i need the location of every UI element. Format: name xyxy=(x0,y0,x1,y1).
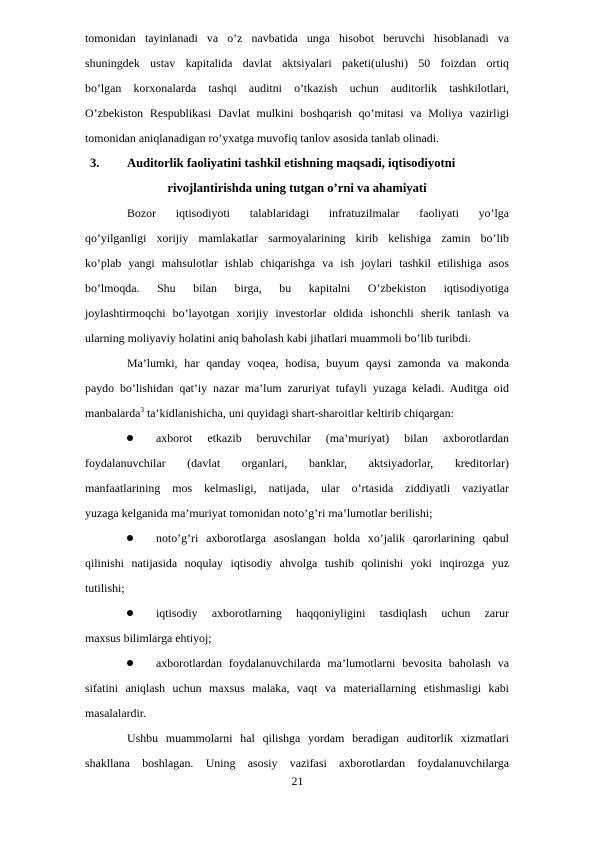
text-line: shuningdek ustav kapitalida davlat aktsiyalari paketi(ulushi) 50 foizdan ortiq xyxy=(85,56,509,70)
bullet-item-first-line: axborotlardan foydalanuvchilarda ma’lumotlarni bevosita baholash va xyxy=(156,656,509,670)
text-span: manbalarda xyxy=(85,406,141,420)
text-line: ko’plab yangi mahsulotlar ishlab chiqarishga va ish joylari tashkil etilishiga asos xyxy=(85,256,509,270)
text-line: paydo bo’lishidan qat’iy nazar ma’lum zaruriyat tufayli yuzaga keladi. Auditga oid xyxy=(85,381,509,395)
text-line: bo’lmoqda. Shu bilan birga, bu kapitalni O’zbekiston iqtisodiyotiga xyxy=(85,281,509,295)
text-line xyxy=(85,405,509,421)
bullet-icon xyxy=(127,535,133,541)
section-title-line1: Auditorlik faoliyatini tashkil etishning maqsadi, iqtisodiyotni xyxy=(127,156,456,170)
bullet-icon xyxy=(127,660,133,666)
bullet-item-first-line: axborot etkazib beruvchilar (ma’muriyat) bilan axborotlardan xyxy=(156,431,509,445)
text-line: tomonidan aniqlanadigan ro’yxatga muvofiq tanlov asosida tanlab olinadi. xyxy=(85,131,439,145)
text-line: sifatini aniqlash uchun maxsus malaka, vaqt va materiallarning etishmasligi kabi xyxy=(85,681,509,695)
bullet-item-first-line: noto’g’ri axborotlarga asoslangan holda xo’jalik qarorlarining qabul xyxy=(156,531,509,545)
bullet-icon xyxy=(127,435,133,441)
text-line: yuzaga kelganida ma’muriyat tomonidan noto’g’ri ma’lumotlar berilishi; xyxy=(85,506,433,520)
text-line: tutilishi; xyxy=(85,581,125,595)
text-line: Ushbu muammolarni hal qilishga yordam beradigan auditorlik xizmatlari xyxy=(127,731,509,745)
text-line: O’zbekiston Respublikasi Davlat mulkini boshqarish qo’mitasi va Moliya vazirligi xyxy=(85,106,509,120)
text-line: Bozor iqtisodiyoti talablaridagi infratuzilmalar faoliyati yo’lga xyxy=(127,206,509,220)
page-number: 21 xyxy=(291,774,304,788)
text-line: joylashtirmoqchi bo’layotgan xorijiy investorlar oldida ishonchli sherik tanlash va xyxy=(85,306,509,320)
text-line: tomonidan tayinlanadi va o’z navbatida unga hisobot beruvchi hisoblanadi va xyxy=(85,31,509,45)
bullet-icon xyxy=(127,610,133,616)
text-line: Ma’lumki, har qanday voqea, hodisa, buyum qaysi zamonda va makonda xyxy=(127,356,509,370)
text-line: qo’yilganligi xorijiy mamlakatlar sarmoyalarining kirib kelishiga zamin bo’lib xyxy=(85,231,509,245)
text-line: qilinishi natijasida noqulay iqtisodiy ahvolga tushib qolinishi yoki inqirozga yuz xyxy=(85,556,509,570)
text-line: manfaatlarining mos kelmasligi, natijada, ular o’rtasida ziddiyatli vaziyatlar xyxy=(85,481,509,495)
text-line: maxsus bilimlarga ehtiyoj; xyxy=(85,631,212,645)
text-line: ularning moliyaviy holatini aniq baholash kabi jihatlari muammoli bo’lib turibdi. xyxy=(85,331,471,345)
text-line: bo’lgan korxonalarda tashqi auditni o’tkazish uchun auditorlik tashkilotlari, xyxy=(85,81,509,95)
text-line: masalalardir. xyxy=(85,706,147,720)
text-line: shakllana boshlagan. Uning asosiy vazifasi axborotlardan foydalanuvchilarga xyxy=(85,756,509,770)
bullet-item-first-line: iqtisodiy axborotlarning haqqoniyligini tasdiqlash uchun zarur xyxy=(156,606,509,620)
section-number: 3. xyxy=(90,156,100,170)
section-heading xyxy=(85,152,509,174)
footnote-mark: 3 xyxy=(140,406,144,415)
text-span: ta’kidlanishicha, uni quyidagi shart-sharoitlar keltirib chiqargan: xyxy=(146,406,454,420)
section-title-line2: rivojlantirishda uning tutgan o’rni va ahamiyati xyxy=(167,181,427,195)
text-line: foydalanuvchilar (davlat organlari, banklar, aktsiyadorlar, kreditorlar) xyxy=(85,456,509,470)
